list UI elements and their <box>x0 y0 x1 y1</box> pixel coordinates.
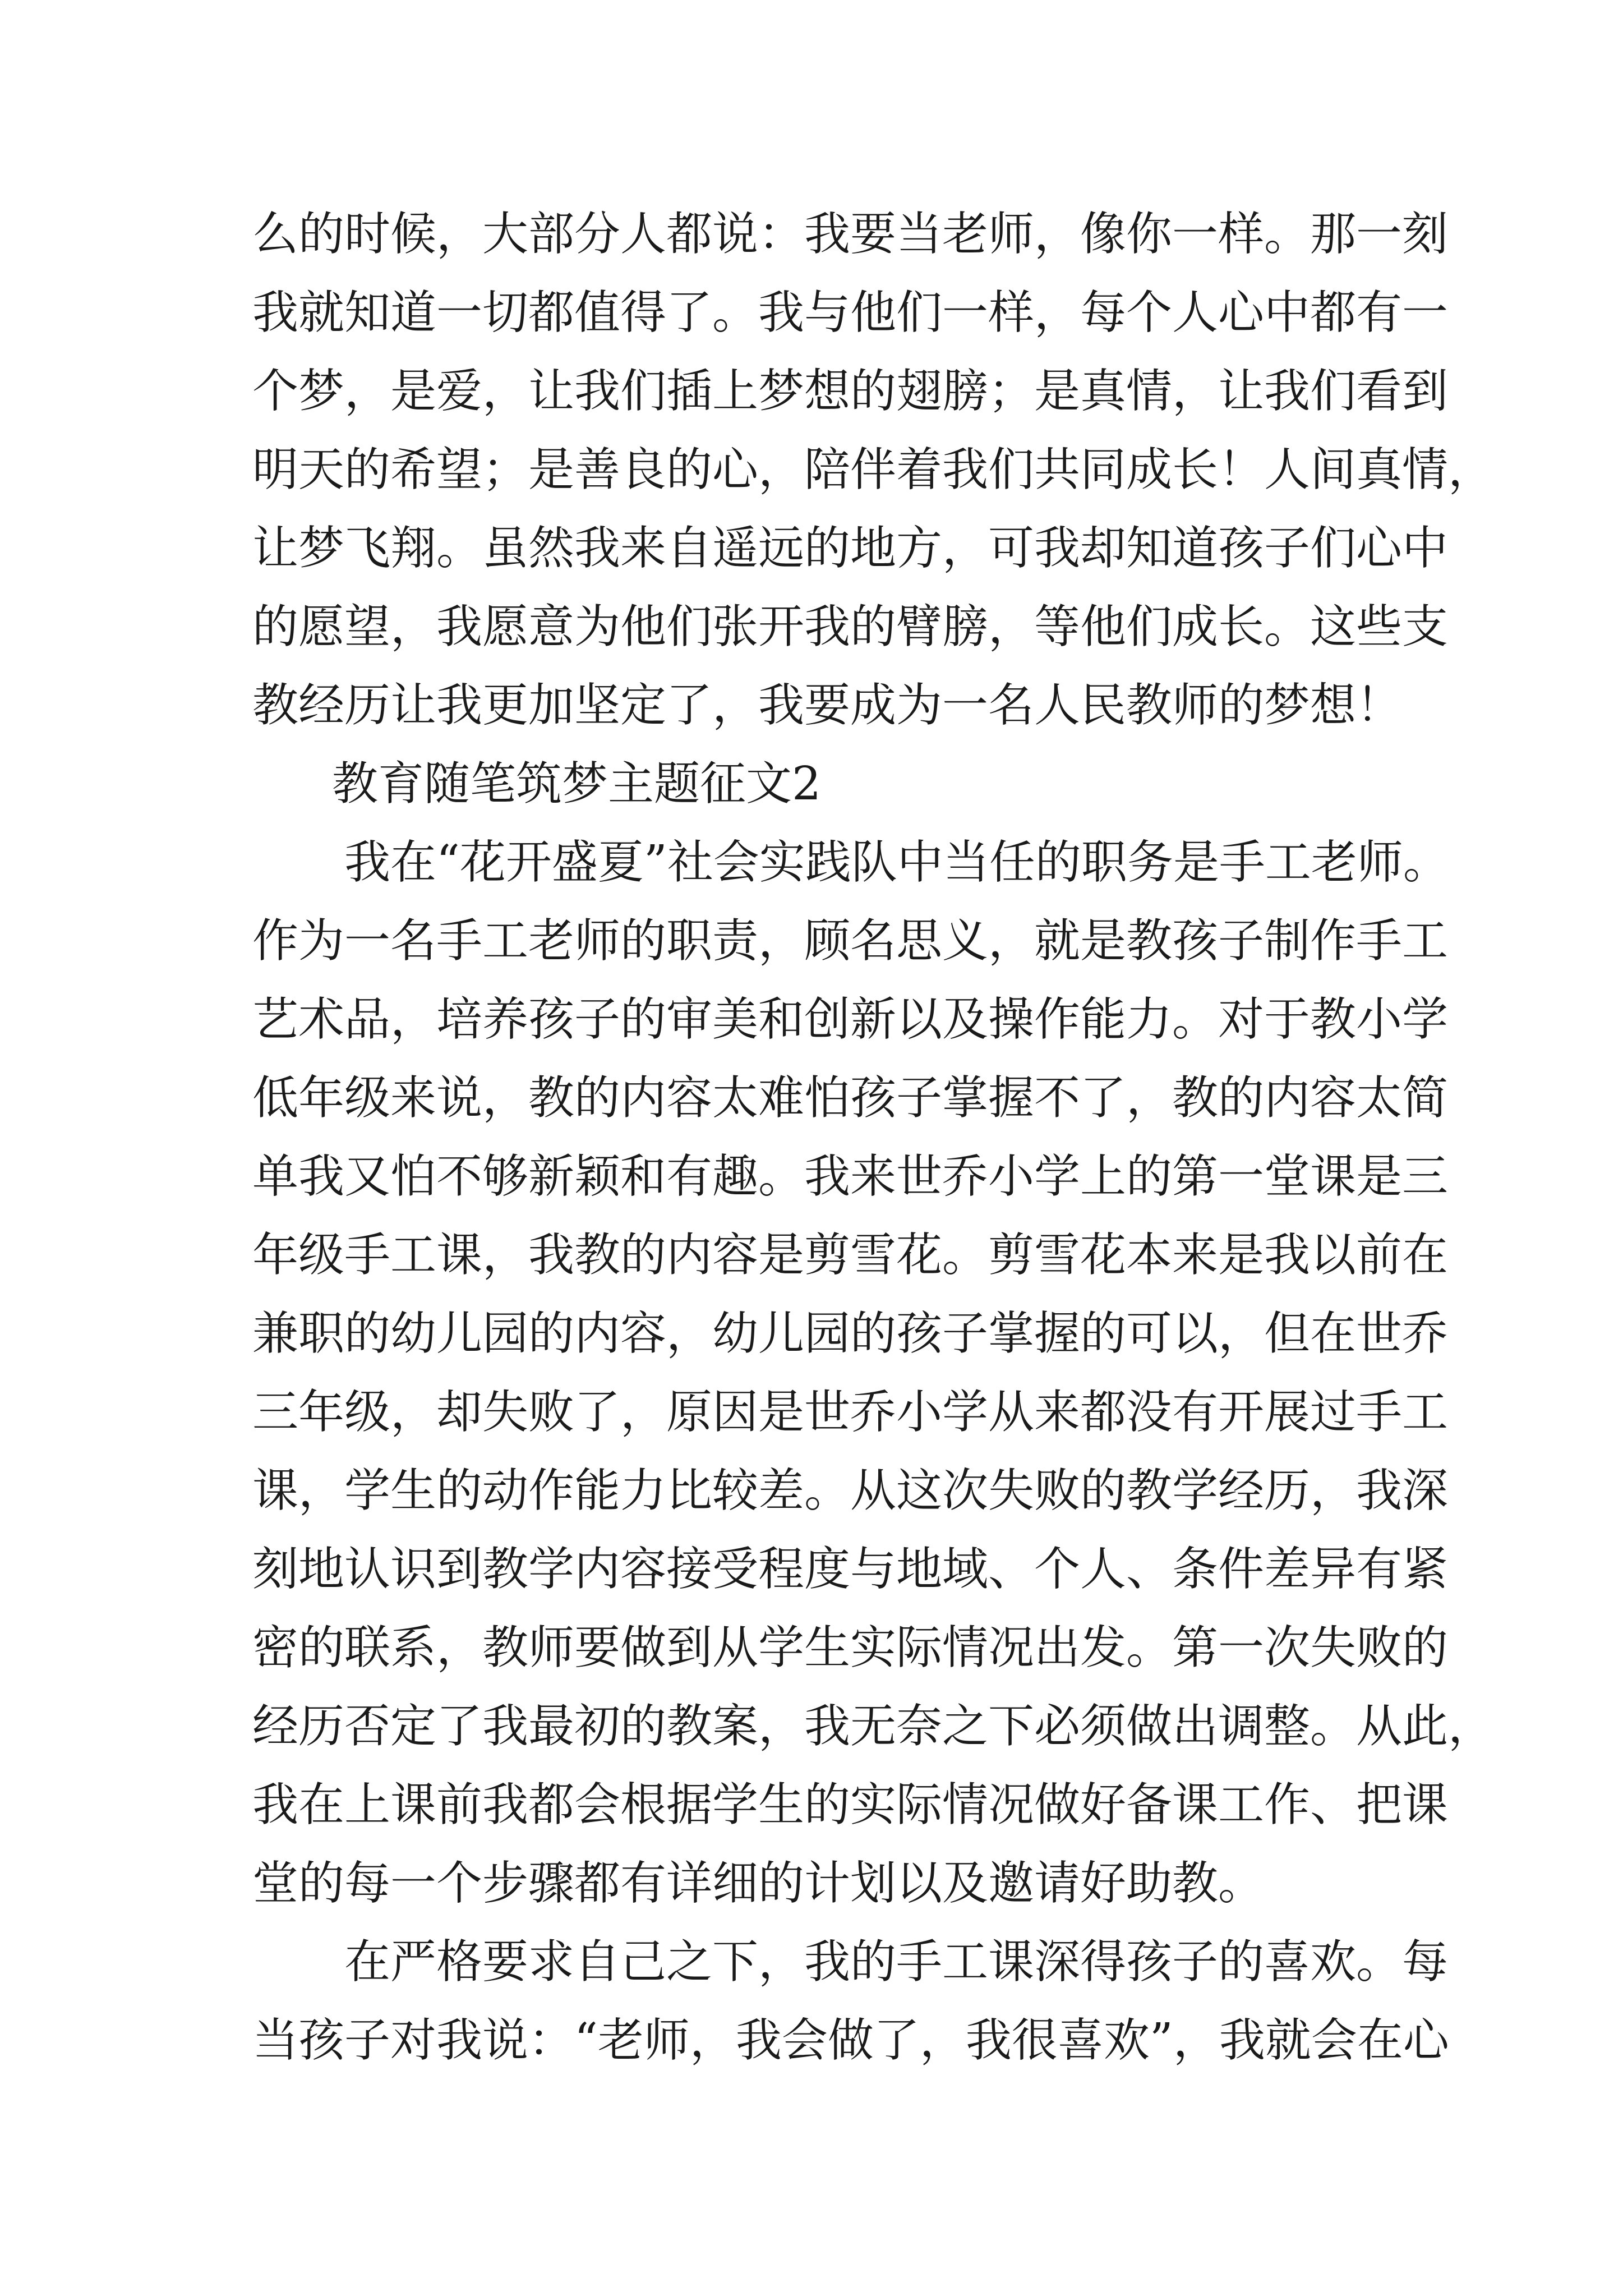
text-line: 作为一名手工老师的职责，顾名思义，就是教孩子制作手工 <box>252 914 1449 968</box>
text-line: 教经历让我更加坚定了，我要成为一名人民教师的梦想！ <box>252 679 1403 732</box>
text-line: 我在上课前我都会根据学生的实际情况做好备课工作、把课 <box>252 1778 1449 1832</box>
text-line: 明天的希望；是善良的心，陪伴着我们共同成长！人间真情， <box>252 443 1495 496</box>
text-line: 艺术品，培养孩子的审美和创新以及操作能力。对于教小学 <box>252 993 1449 1046</box>
text-line: 个梦，是爱，让我们插上梦想的翅膀；是真情，让我们看到 <box>252 365 1449 418</box>
text-line: 让梦飞翔。虽然我来自遥远的地方，可我却知道孩子们心中 <box>252 522 1449 575</box>
text-line: 当孩子对我说：“老师，我会做了，我很喜欢”，我就会在心 <box>252 2014 1449 2067</box>
section-heading: 教育随笔筑梦主题征文2 <box>332 757 822 811</box>
text-line: 年级手工课，我教的内容是剪雪花。剪雪花本来是我以前在 <box>252 1228 1449 1282</box>
text-line: 课，学生的动作能力比较差。从这次失败的教学经历，我深 <box>252 1464 1449 1517</box>
text-line: 的愿望，我愿意为他们张开我的臂膀，等他们成长。这些支 <box>252 600 1449 654</box>
text-line: 兼职的幼儿园的内容，幼儿园的孩子掌握的可以，但在世乔 <box>252 1307 1449 1360</box>
text-line: 么的时候，大部分人都说：我要当老师，像你一样。那一刻 <box>252 208 1449 261</box>
text-line: 低年级来说，教的内容太难怕孩子掌握不了，教的内容太简 <box>252 1071 1449 1125</box>
text-line: 密的联系，教师要做到从学生实际情况出发。第一次失败的 <box>252 1621 1449 1674</box>
text-line: 三年级，却失败了，原因是世乔小学从来都没有开展过手工 <box>252 1386 1449 1439</box>
text-line: 单我又怕不够新颖和有趣。我来世乔小学上的第一堂课是三 <box>252 1150 1449 1203</box>
text-line: 刻地认识到教学内容接受程度与地域、个人、条件差异有紧 <box>252 1543 1449 1596</box>
text-line: 堂的每一个步骤都有详细的计划以及邀请好助教。 <box>252 1857 1265 1910</box>
text-line: 我在“花开盛夏”社会实践队中当任的职务是手工老师。 <box>344 836 1449 889</box>
text-line: 我就知道一切都值得了。我与他们一样，每个人心中都有一 <box>252 286 1449 339</box>
text-line: 经历否定了我最初的教案，我无奈之下必须做出调整。从此， <box>252 1700 1495 1753</box>
text-line: 在严格要求自己之下，我的手工课深得孩子的喜欢。每 <box>344 1935 1449 1989</box>
essay-body <box>252 195 1495 2080</box>
